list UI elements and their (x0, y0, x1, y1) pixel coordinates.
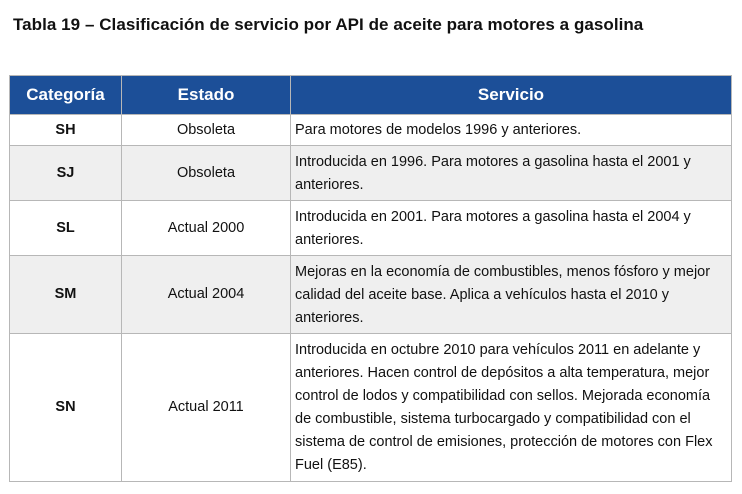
table-row (10, 256, 732, 334)
table-row (10, 146, 732, 201)
cell-servicio: Mejoras en la economía de combustibles, menos fósforo y mejor calidad del aceite base. Aplica a vehículos hasta el 2010 y anteriores. (291, 256, 732, 334)
cell-servicio: Introducida en 1996. Para motores a gasolina hasta el 2001 y anteriores. (291, 146, 732, 201)
cell-categoria: SL (10, 201, 122, 256)
cell-categoria: SM (10, 256, 122, 334)
table-row (10, 201, 732, 256)
api-classification-table (9, 75, 732, 482)
table-header-row (10, 76, 732, 115)
cell-estado: Actual 2000 (122, 201, 291, 256)
cell-categoria: SN (10, 334, 122, 482)
table-row (10, 334, 732, 482)
header-estado: Estado (122, 76, 291, 115)
table-title: Tabla 19 – Clasificación de servicio por API de aceite para motores a gasolina (13, 15, 644, 34)
cell-servicio: Introducida en 2001. Para motores a gasolina hasta el 2004 y anteriores. (291, 201, 732, 256)
table-row (10, 115, 732, 146)
header-servicio: Servicio (291, 76, 732, 115)
cell-categoria: SH (10, 115, 122, 146)
cell-estado: Obsoleta (122, 115, 291, 146)
cell-servicio: Introducida en octubre 2010 para vehículos 2011 en adelante y anteriores. Hacen control de depósitos a alta temperatura, mejor control de lodos y compatibilidad con sellos. Mejorada economía de combustible, sistema turbocargado y compatibilidad con el sistema de control de emisiones, protección de motores con Flex Fuel (E85). (291, 334, 732, 482)
header-categoria: Categoría (10, 76, 122, 115)
cell-estado: Actual 2004 (122, 256, 291, 334)
cell-estado: Obsoleta (122, 146, 291, 201)
cell-categoria: SJ (10, 146, 122, 201)
cell-servicio: Para motores de modelos 1996 y anteriores. (291, 115, 732, 146)
cell-estado: Actual 2011 (122, 334, 291, 482)
